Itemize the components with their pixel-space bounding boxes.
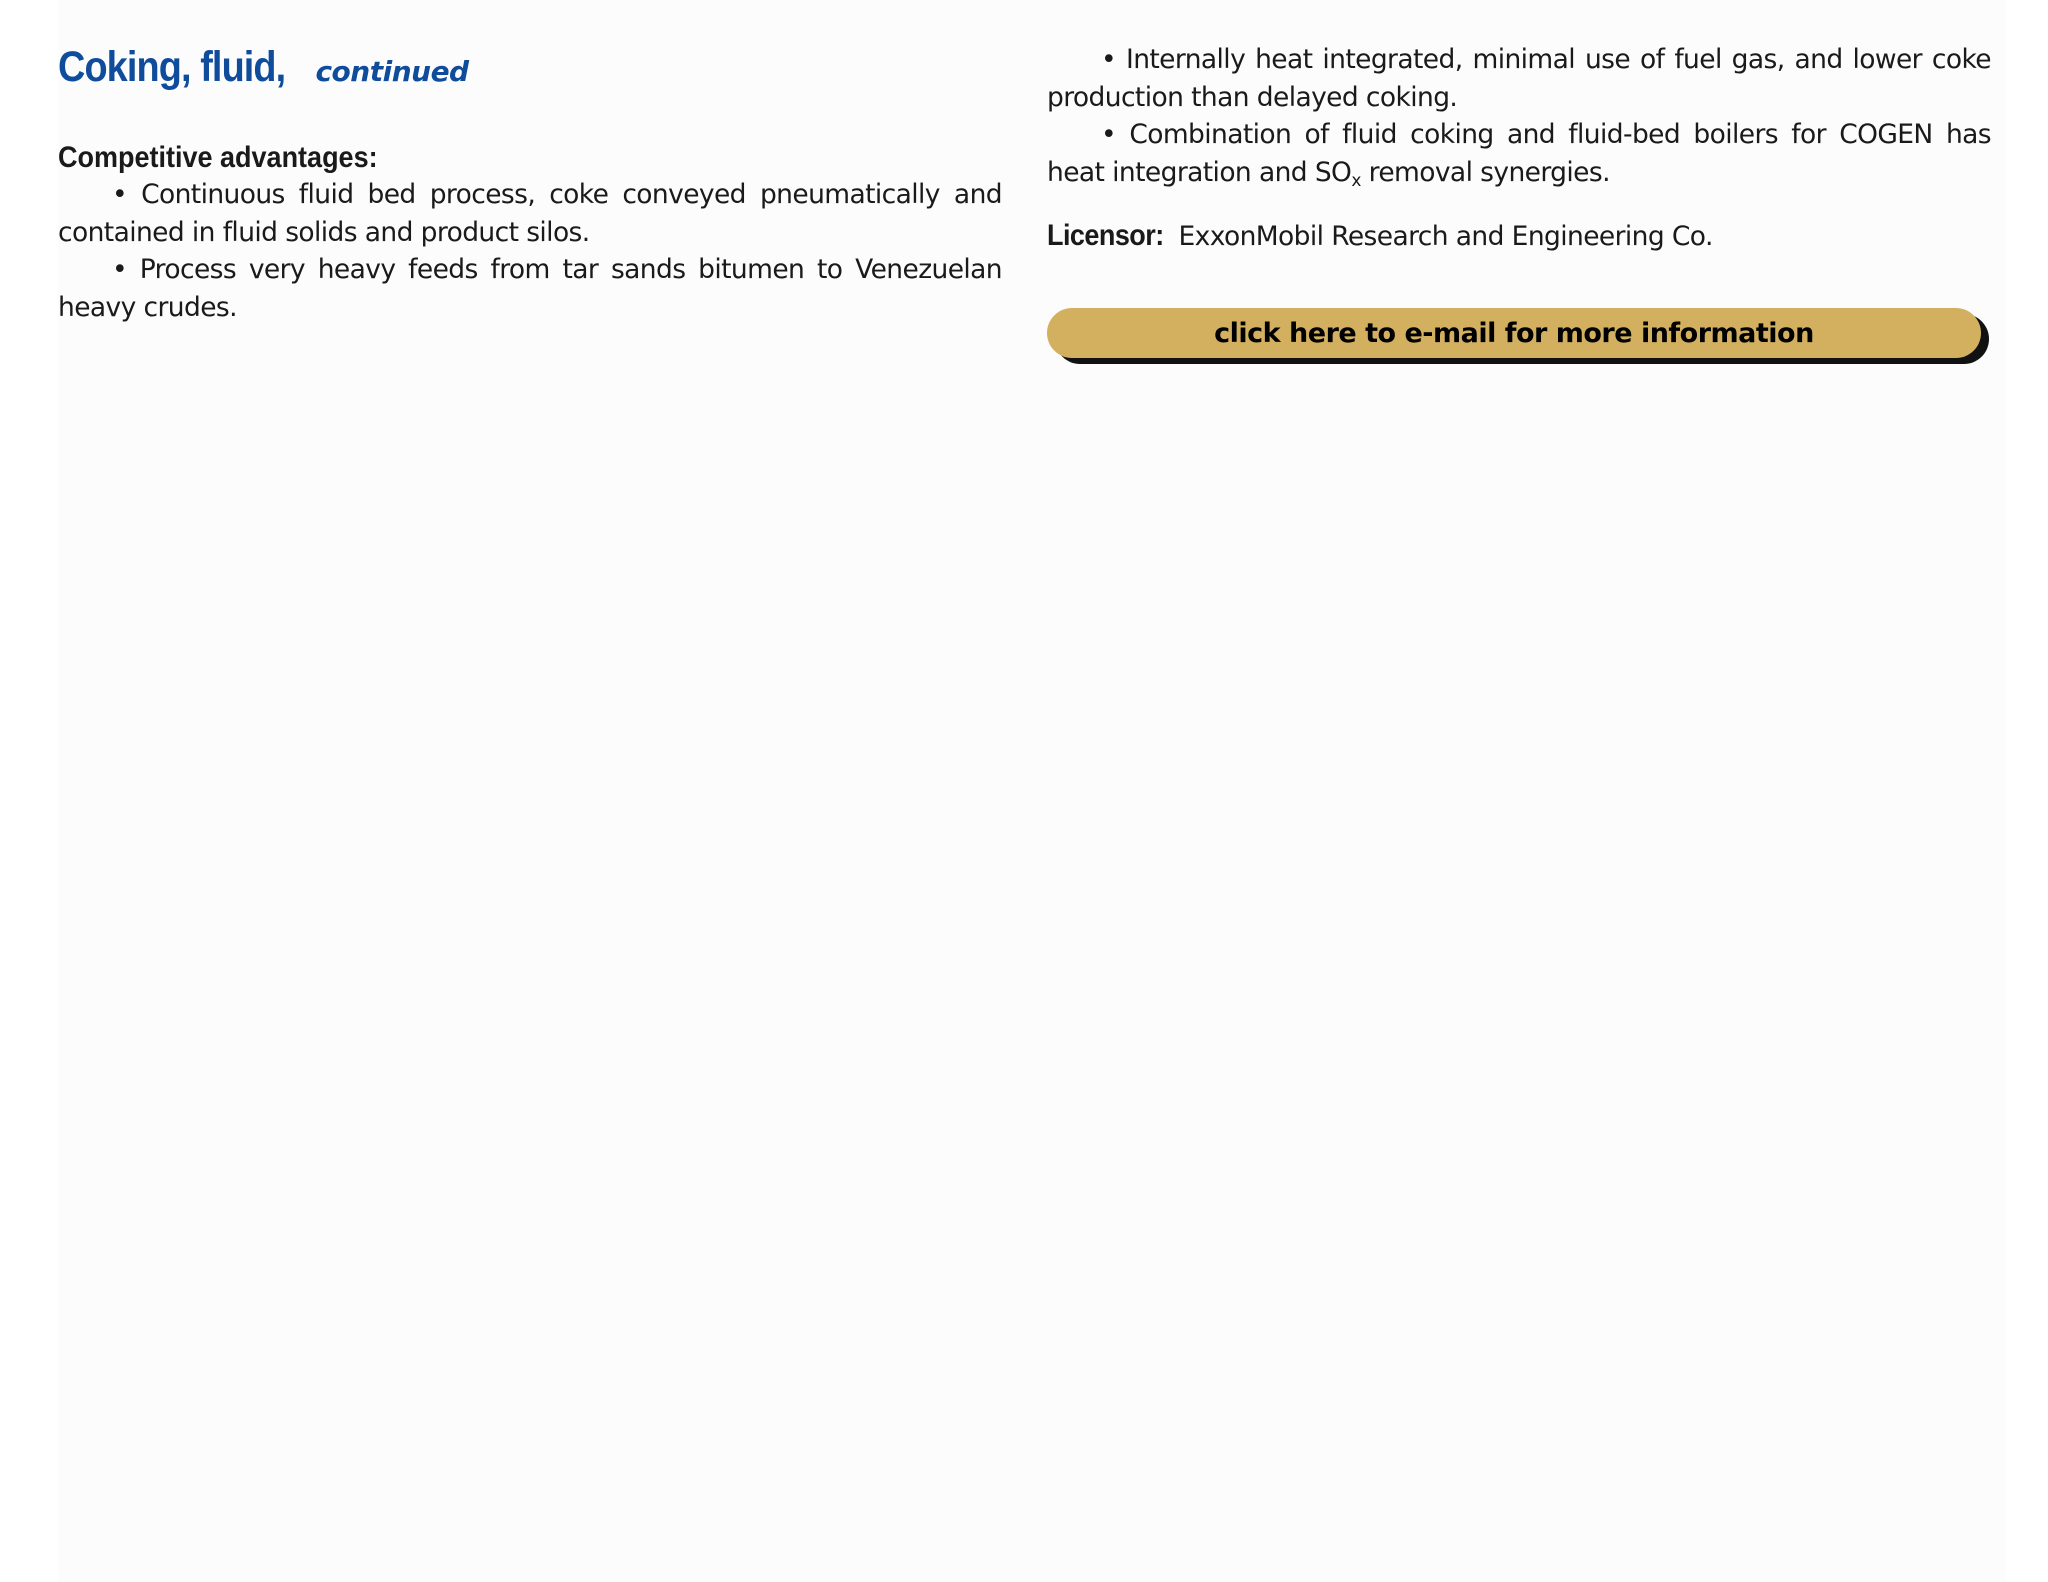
bullet-item: [1047, 116, 1991, 191]
left-column: [58, 44, 1002, 326]
licensor-label: Licensor:: [1047, 219, 1164, 252]
licensor-line: [1047, 217, 1991, 255]
licensor-value: ExxonMobil Research and Engineering Co.: [1170, 221, 1713, 252]
bullet-item: • Internally heat integrated, minimal use of fuel gas, and lower coke production than delayed coking.: [1047, 44, 1991, 113]
bullet-text-end: removal synergies.: [1360, 156, 1610, 188]
subscript-x: x: [1351, 170, 1361, 191]
email-info-button[interactable]: [1047, 308, 1981, 358]
bullet-item: • Process very heavy feeds from tar sands bitumen to Venezuelan heavy crudes.: [58, 254, 1002, 323]
title-main: Coking, fluid,: [58, 43, 286, 91]
right-column: [1047, 41, 1991, 255]
bullet-text: • Combination of fluid coking and fluid-bed boilers for COGEN has heat integration and SO: [1047, 119, 1991, 188]
page-title: [58, 44, 1002, 91]
title-continued: continued: [315, 55, 469, 88]
email-button-label[interactable]: click here to e-mail for more information: [1047, 308, 1981, 358]
bullet-item: • Continuous fluid bed process, coke conveyed pneumatically and contained in fluid solids and product silos.: [58, 179, 1002, 248]
competitive-advantages-section: [58, 139, 1002, 326]
section-heading: Competitive advantages:: [58, 141, 378, 175]
